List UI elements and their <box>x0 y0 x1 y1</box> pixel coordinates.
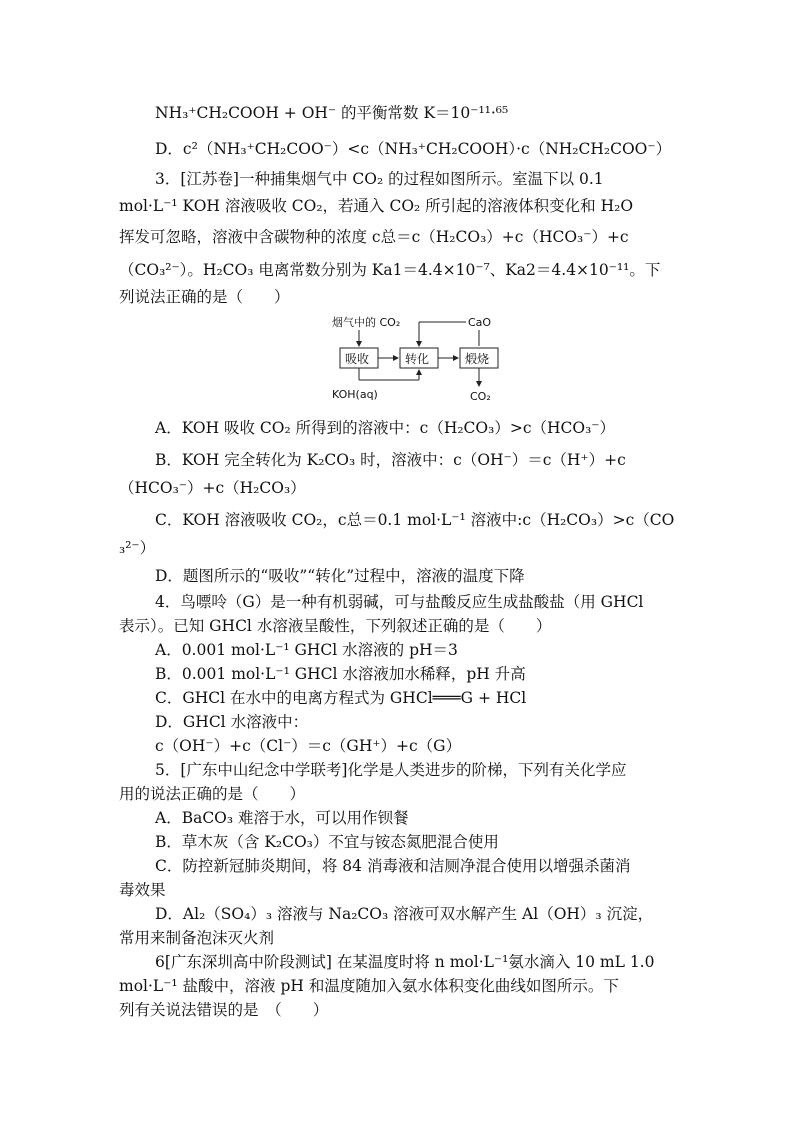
option-a: A．KOH 吸收 CO₂ 所得到的溶液中：c（H₂CO₃）>c（HCO₃⁻） <box>155 419 615 437</box>
option-b: B．草木灰（含 K₂CO₃）不宜与铵态氮肥混合使用 <box>155 833 499 851</box>
text-line: 列有关说法错误的是 （ ） <box>119 1001 329 1019</box>
text-line: 毒效果 <box>119 881 166 899</box>
text-line: 用的说法正确的是（ ） <box>119 785 306 803</box>
option-d: D．c²（NH₃⁺CH₂COO⁻）<c（NH₃⁺CH₂COOH）·c（NH₂CH₂COO⁻） <box>155 140 672 158</box>
option-d: D．题图所示的“吸收”“转化”过程中，溶液的温度下降 <box>155 567 525 585</box>
text-line: ₃²⁻） <box>119 539 156 557</box>
convert-box: 转化 <box>405 352 430 366</box>
text-line: mol·L⁻¹ 盐酸中，溶液 pH 和温度随加入氨水体积变化曲线如图所示。下 <box>119 977 619 995</box>
cao-label: CaO <box>468 316 492 329</box>
question-3-stem: 3．[江苏卷]一种捕集烟气中 CO₂ 的过程如图所示。室温下以 0.1 <box>155 170 604 188</box>
text-line: （HCO₃⁻）+c（H₂CO₃） <box>119 479 306 497</box>
question-6-stem: 6[广东深圳高中阶段测试] 在某温度时将 n mol·L⁻¹氨水滴入 10 mL 1.0 <box>155 953 655 971</box>
question-4-stem: 4．鸟嘌呤（G）是一种有机弱碱，可与盐酸反应生成盐酸盐（用 GHCl <box>155 593 644 611</box>
option-b: B．KOH 完全转化为 K₂CO₃ 时，溶液中：c（OH⁻）＝c（H⁺）+c <box>155 451 626 469</box>
text-line: NH₃⁺CH₂COOH + OH⁻ 的平衡常数 K＝10⁻¹¹·⁶⁵ <box>155 104 509 122</box>
text-line: mol·L⁻¹ KOH 溶液吸收 CO₂，若通入 CO₂ 所引起的溶液体积变化和 H₂O <box>119 197 634 215</box>
process-diagram <box>330 312 500 412</box>
text-line: 常用来制备泡沫灭火剂 <box>119 929 275 947</box>
option-c: C．GHCl 在水中的电离方程式为 GHCl═══G + HCl <box>155 689 527 707</box>
text-line: 表示）。已知 GHCl 水溶液呈酸性，下列叙述正确的是（ ） <box>119 617 552 635</box>
text-line: 挥发可忽略，溶液中含碳物种的浓度 c总＝c（H₂CO₃）+c（HCO₃⁻）+c <box>119 228 629 246</box>
option-a: A．0.001 mol·L⁻¹ GHCl 水溶液的 pH＝3 <box>155 641 458 659</box>
absorb-box: 吸收 <box>345 352 370 366</box>
option-d: D．GHCl 水溶液中： <box>155 713 309 731</box>
option-c: C．防控新冠肺炎期间，将 84 消毒液和洁厕净混合使用以增强杀菌消 <box>155 857 631 875</box>
option-b: B．0.001 mol·L⁻¹ GHCl 水溶液加水稀释，pH 升高 <box>155 665 526 683</box>
text-line: （CO₃²⁻）。H₂CO₃ 电离常数分别为 Ka1＝4.4×10⁻⁷、Ka2＝4.4×10⁻¹¹。下 <box>119 261 661 279</box>
option-d: D．Al₂（SO₄）₃ 溶液与 Na₂CO₃ 溶液可双水解产生 Al（OH）₃ 沉淀， <box>155 905 654 923</box>
flue-gas-label: 烟气中的 CO₂ <box>332 316 401 329</box>
text-line: 列说法正确的是（ ） <box>119 288 290 306</box>
calcine-box: 煅烧 <box>465 352 490 366</box>
option-c: C．KOH 溶液吸收 CO₂，c总＝0.1 mol·L⁻¹ 溶液中:c（H₂CO₃）>c（CO <box>155 511 675 529</box>
co2-out-label: CO₂ <box>470 390 491 403</box>
koh-label: KOH(aq) <box>332 388 378 401</box>
option-a: A．BaCO₃ 难溶于水，可以用作钡餐 <box>155 809 409 827</box>
question-5-stem: 5．[广东中山纪念中学联考]化学是人类进步的阶梯，下列有关化学应 <box>155 761 627 779</box>
text-line: c（OH⁻）+c（Cl⁻）＝c（GH⁺）+c（G） <box>155 737 462 755</box>
